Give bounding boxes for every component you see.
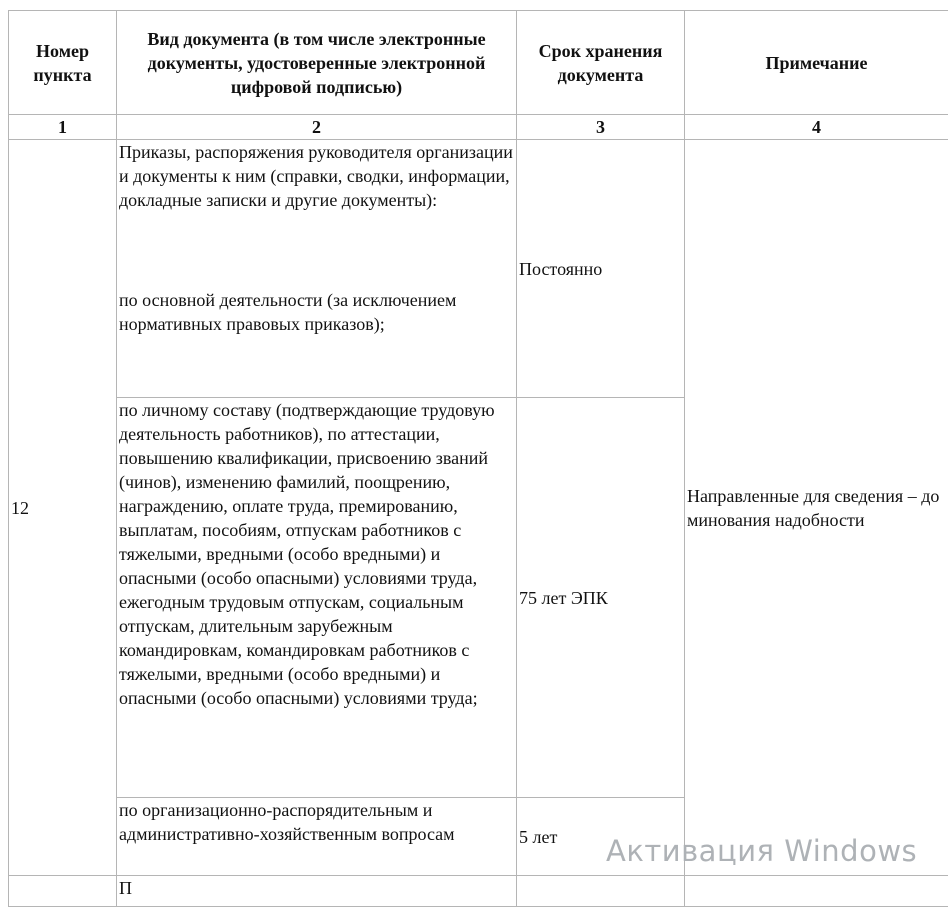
column-number-row bbox=[9, 115, 948, 140]
retention-period-cell: 5 лет bbox=[517, 798, 685, 876]
note-cell: Направленные для сведения – до минования надобности bbox=[685, 140, 948, 876]
row-text: по основной деятельности (за исключением нормативных правовых приказов); bbox=[119, 288, 514, 336]
retention-period-cell: 75 лет ЭПК bbox=[517, 398, 685, 798]
header-note: Примечание bbox=[685, 11, 948, 115]
retention-period-cell: Постоянно bbox=[517, 140, 685, 398]
column-number: 4 bbox=[685, 115, 948, 140]
row-text: по личному составу (подтверждающие трудовую деятельность работников), по аттестации, повышению квалификации, присвоению званий (чинов), изменению фамилий, поощрению, награждению, оплате труда, премированию, выплатам, пособиям, отпускам работников с тяжелыми, вредными (особо вредными) и опасными (особо опасными) условиями труда, ежегодным трудовым отпускам, социальным отпускам, длительным зарубежным командировкам, командировкам работников с тяжелыми, вредными (особо вредными) и опасными (особо опасными) условиями труда; bbox=[119, 398, 514, 710]
document-type-cell bbox=[117, 798, 517, 876]
header-row bbox=[9, 11, 948, 115]
intro-text: Приказы, распоряжения руководителя организации и документы к ним (справки, сводки, информации, докладные записки и другие документы): bbox=[119, 140, 514, 212]
table-row-partial bbox=[9, 876, 948, 907]
row-text: по организационно-распорядительным и административно-хозяйственным вопросам bbox=[119, 798, 514, 846]
header-document-type: Вид документа (в том числе электронные документы, удостоверенные электронной цифровой подписью) bbox=[117, 11, 517, 115]
column-number: 3 bbox=[517, 115, 685, 140]
column-number: 2 bbox=[117, 115, 517, 140]
windows-activation-watermark: Активация Windows bbox=[606, 834, 917, 868]
document-type-cell: П bbox=[117, 876, 517, 907]
header-item-number: Номер пункта bbox=[9, 11, 117, 115]
table-row bbox=[9, 140, 948, 398]
document-type-cell bbox=[117, 140, 517, 398]
document-table bbox=[8, 10, 948, 907]
header-retention-period: Срок хранения документа bbox=[517, 11, 685, 115]
document-type-cell bbox=[117, 398, 517, 798]
column-number: 1 bbox=[9, 115, 117, 140]
item-number-cell: 12 bbox=[9, 140, 117, 876]
